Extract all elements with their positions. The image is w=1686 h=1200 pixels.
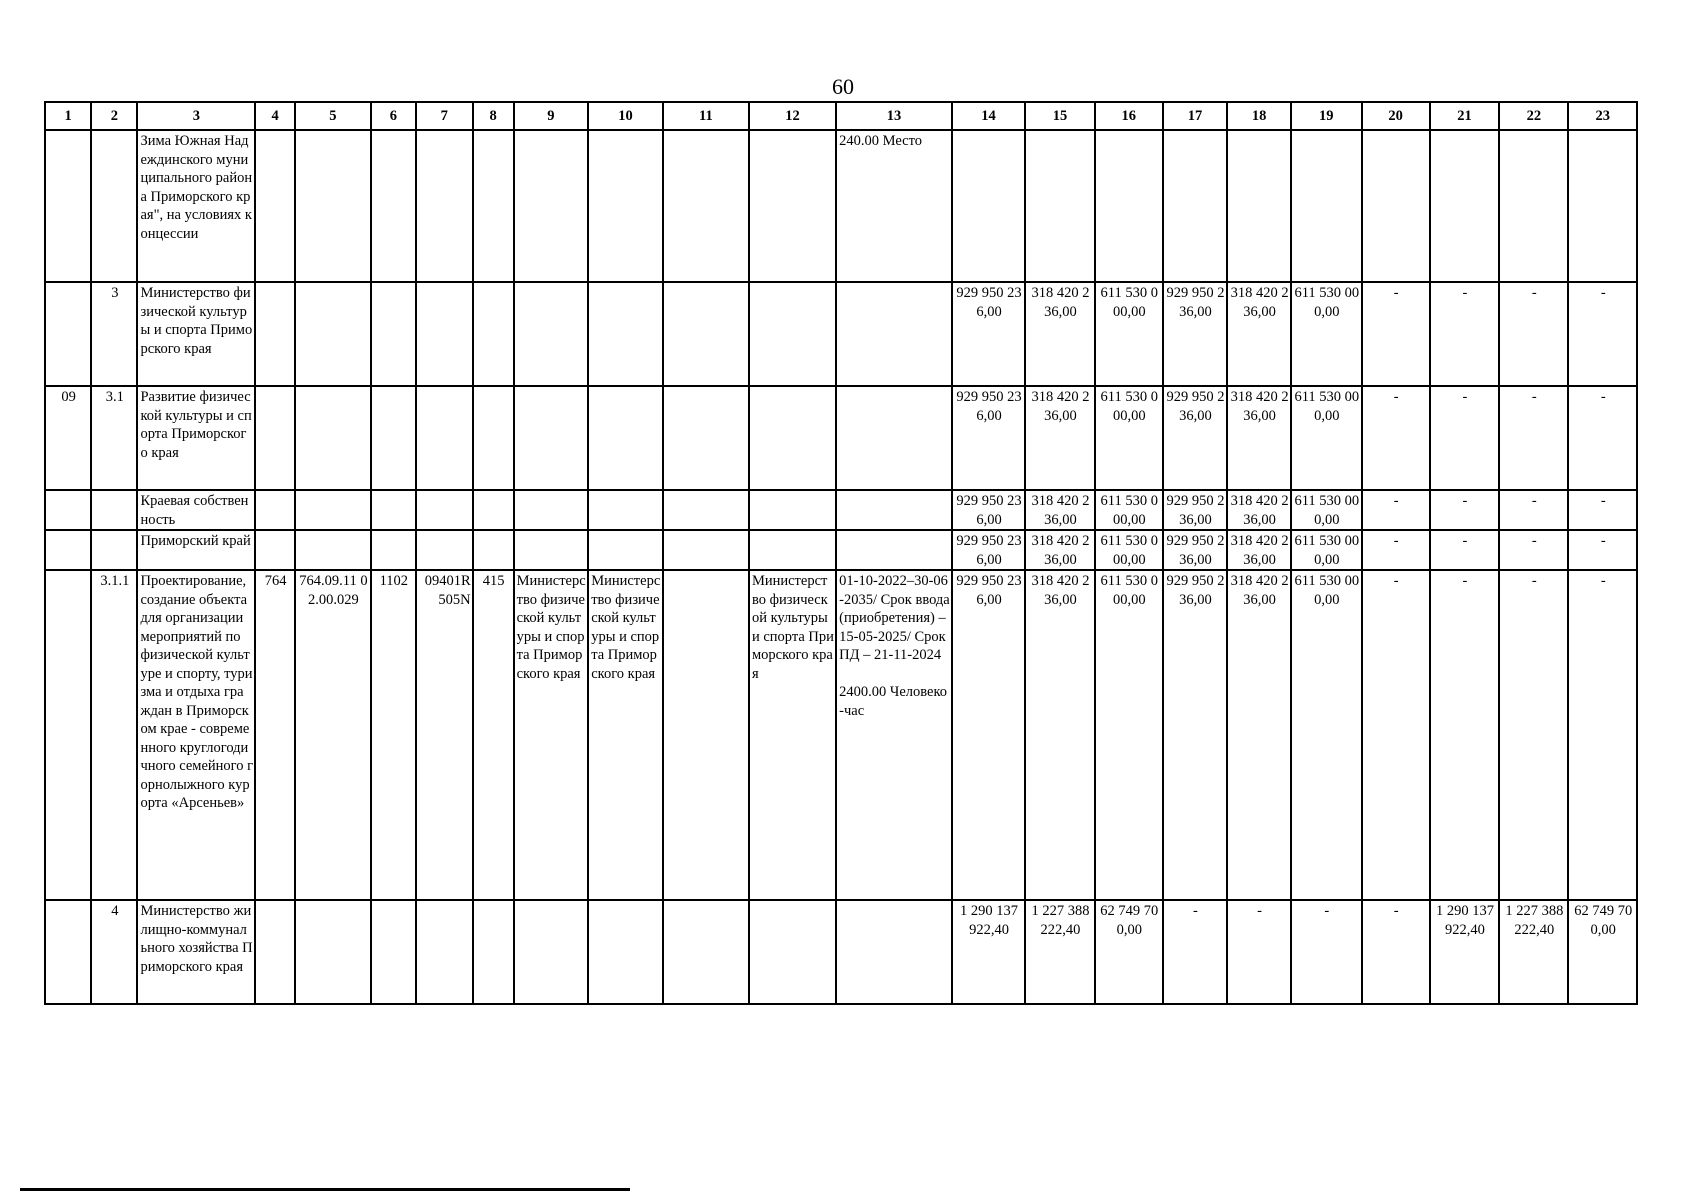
table-cell-col-12 <box>749 386 836 490</box>
table-cell-col-11 <box>663 570 749 900</box>
table-cell-col-3: Краевая собственность <box>137 490 255 530</box>
table-cell-col-2: 4 <box>91 900 137 1004</box>
table-cell-col-4: 764 <box>255 570 295 900</box>
table-cell-col-12: Министерство физической культуры и спорта Приморского края <box>749 570 836 900</box>
table-cell-col-3: Проектирование, создание объекта для организации мероприятий по физической культуре и спорту, туризма и отдыха граждан в Приморском крае - современного круглогодичного семейного горнолыжного курорта «Арсеньев» <box>137 570 255 900</box>
table-cell-col-2 <box>91 530 137 570</box>
table-cell-col-17: - <box>1163 900 1227 1004</box>
table-cell-col-7 <box>416 386 473 490</box>
table-cell-col-17: 929 950 236,00 <box>1163 490 1227 530</box>
table-cell-col-10 <box>588 490 663 530</box>
table-cell-col-11 <box>663 530 749 570</box>
column-header: 16 <box>1095 102 1163 130</box>
table-cell-col-21: - <box>1430 282 1499 386</box>
table-cell-col-3: Приморский край <box>137 530 255 570</box>
table-cell-col-5 <box>295 282 371 386</box>
table-cell-col-23 <box>1568 130 1637 282</box>
table-cell-col-1: 09 <box>45 386 91 490</box>
table-cell-col-14: 929 950 236,00 <box>952 386 1026 490</box>
table-cell-col-22: - <box>1499 490 1568 530</box>
table-cell-col-10 <box>588 386 663 490</box>
table-cell-col-16: 611 530 000,00 <box>1095 530 1163 570</box>
table-cell-col-2 <box>91 490 137 530</box>
table-cell-col-21: - <box>1430 386 1499 490</box>
table-cell-col-14: 929 950 236,00 <box>952 570 1026 900</box>
table-cell-col-11 <box>663 900 749 1004</box>
table-cell-col-22: - <box>1499 386 1568 490</box>
table-row <box>45 130 1637 282</box>
table-cell-col-23: - <box>1568 282 1637 386</box>
table-cell-col-1 <box>45 130 91 282</box>
table-cell-col-3: Министерство физической культуры и спорта Приморского края <box>137 282 255 386</box>
table-row <box>45 282 1637 386</box>
column-header: 23 <box>1568 102 1637 130</box>
table-cell-col-14 <box>952 130 1026 282</box>
table-row <box>45 386 1637 490</box>
table-cell-col-20: - <box>1362 570 1430 900</box>
table-cell-col-18: 318 420 236,00 <box>1227 530 1291 570</box>
column-header: 5 <box>295 102 371 130</box>
table-cell-col-19 <box>1291 130 1361 282</box>
table-cell-col-19: 611 530 000,00 <box>1291 282 1361 386</box>
column-header: 2 <box>91 102 137 130</box>
table-cell-col-6 <box>371 490 416 530</box>
table-cell-col-4 <box>255 900 295 1004</box>
table-cell-col-3: Министерство жилищно-коммунального хозяйства Приморского края <box>137 900 255 1004</box>
table-cell-col-13 <box>836 386 952 490</box>
column-header: 7 <box>416 102 473 130</box>
table-cell-col-2: 3 <box>91 282 137 386</box>
table-cell-col-16: 611 530 000,00 <box>1095 386 1163 490</box>
table-cell-col-1 <box>45 490 91 530</box>
table-cell-col-4 <box>255 130 295 282</box>
column-header: 10 <box>588 102 663 130</box>
table-cell-col-14: 929 950 236,00 <box>952 490 1026 530</box>
table-cell-col-18: 318 420 236,00 <box>1227 386 1291 490</box>
table-cell-col-9: Министерство физической культуры и спорта Приморского края <box>514 570 589 900</box>
table-cell-col-18: 318 420 236,00 <box>1227 570 1291 900</box>
table-cell-col-9 <box>514 386 589 490</box>
column-header: 4 <box>255 102 295 130</box>
column-header: 1 <box>45 102 91 130</box>
table-cell-col-6 <box>371 386 416 490</box>
table-cell-col-15: 1 227 388 222,40 <box>1025 900 1094 1004</box>
table-cell-col-23: 62 749 700,00 <box>1568 900 1637 1004</box>
table-cell-col-11 <box>663 490 749 530</box>
column-header: 13 <box>836 102 952 130</box>
table-cell-col-5 <box>295 900 371 1004</box>
table-cell-col-10 <box>588 900 663 1004</box>
table-cell-col-3: Зима Южная Надеждинского муниципального района Приморского края", на условиях концессии <box>137 130 255 282</box>
table-cell-col-8 <box>473 386 514 490</box>
table-cell-col-20: - <box>1362 282 1430 386</box>
table-cell-col-23: - <box>1568 570 1637 900</box>
table-cell-col-22: - <box>1499 570 1568 900</box>
header-row <box>45 102 1637 130</box>
table-cell-col-15: 318 420 236,00 <box>1025 570 1094 900</box>
table-cell-col-6 <box>371 530 416 570</box>
table-cell-col-5 <box>295 490 371 530</box>
table-cell-col-22: 1 227 388 222,40 <box>1499 900 1568 1004</box>
table-cell-col-12 <box>749 282 836 386</box>
table-cell-col-8 <box>473 490 514 530</box>
table-cell-col-1 <box>45 530 91 570</box>
table-cell-col-14: 1 290 137 922,40 <box>952 900 1026 1004</box>
table-cell-col-6 <box>371 130 416 282</box>
table-cell-col-13 <box>836 282 952 386</box>
table-cell-col-1 <box>45 900 91 1004</box>
table-row <box>45 490 1637 530</box>
table-row <box>45 530 1637 570</box>
table-cell-col-10 <box>588 130 663 282</box>
table-cell-col-6 <box>371 282 416 386</box>
table-cell-col-7 <box>416 130 473 282</box>
table-cell-col-18: 318 420 236,00 <box>1227 282 1291 386</box>
table-cell-col-20: - <box>1362 490 1430 530</box>
table-cell-col-4 <box>255 490 295 530</box>
table-cell-col-2 <box>91 130 137 282</box>
table-cell-col-21: - <box>1430 490 1499 530</box>
table-cell-col-5: 764.09.11 02.00.029 <box>295 570 371 900</box>
table-cell-col-17 <box>1163 130 1227 282</box>
table-cell-col-14: 929 950 236,00 <box>952 530 1026 570</box>
table-cell-col-20: - <box>1362 530 1430 570</box>
table-cell-col-4 <box>255 386 295 490</box>
table-cell-col-5 <box>295 530 371 570</box>
table-cell-col-8 <box>473 130 514 282</box>
table-cell-col-16: 611 530 000,00 <box>1095 282 1163 386</box>
table-cell-col-20: - <box>1362 900 1430 1004</box>
table-cell-col-5 <box>295 130 371 282</box>
table-cell-col-15 <box>1025 130 1094 282</box>
table-cell-col-7 <box>416 282 473 386</box>
table-cell-col-15: 318 420 236,00 <box>1025 386 1094 490</box>
table-cell-col-7 <box>416 490 473 530</box>
table-cell-col-12 <box>749 490 836 530</box>
table-cell-col-10 <box>588 282 663 386</box>
table-cell-col-9 <box>514 282 589 386</box>
table-cell-col-13 <box>836 530 952 570</box>
table-cell-col-20: - <box>1362 386 1430 490</box>
column-header: 6 <box>371 102 416 130</box>
table-cell-col-15: 318 420 236,00 <box>1025 490 1094 530</box>
column-header: 22 <box>1499 102 1568 130</box>
table-cell-col-21: - <box>1430 530 1499 570</box>
table-cell-col-20 <box>1362 130 1430 282</box>
table-cell-col-12 <box>749 530 836 570</box>
table-cell-col-16: 611 530 000,00 <box>1095 570 1163 900</box>
table-cell-col-9 <box>514 900 589 1004</box>
table-cell-col-6: 1102 <box>371 570 416 900</box>
column-header: 17 <box>1163 102 1227 130</box>
table-cell-col-15: 318 420 236,00 <box>1025 530 1094 570</box>
table-cell-col-17: 929 950 236,00 <box>1163 530 1227 570</box>
table-cell-col-16 <box>1095 130 1163 282</box>
table-cell-col-23: - <box>1568 490 1637 530</box>
table-cell-col-7 <box>416 900 473 1004</box>
column-header: 14 <box>952 102 1026 130</box>
table-cell-col-21 <box>1430 130 1499 282</box>
table-cell-col-17: 929 950 236,00 <box>1163 282 1227 386</box>
table-cell-col-17: 929 950 236,00 <box>1163 386 1227 490</box>
table-cell-col-13: 240.00 Место <box>836 130 952 282</box>
table-cell-col-14: 929 950 236,00 <box>952 282 1026 386</box>
table-cell-col-11 <box>663 386 749 490</box>
table-body <box>45 102 1637 1004</box>
table-cell-col-8: 415 <box>473 570 514 900</box>
table-cell-col-23: - <box>1568 386 1637 490</box>
table-row <box>45 570 1637 900</box>
table-cell-col-22: - <box>1499 530 1568 570</box>
table-cell-col-4 <box>255 530 295 570</box>
table-cell-col-17: 929 950 236,00 <box>1163 570 1227 900</box>
column-header: 9 <box>514 102 589 130</box>
table-cell-col-19: - <box>1291 900 1361 1004</box>
table-cell-col-9 <box>514 530 589 570</box>
table-cell-col-2: 3.1.1 <box>91 570 137 900</box>
table-cell-col-16: 62 749 700,00 <box>1095 900 1163 1004</box>
column-header: 15 <box>1025 102 1094 130</box>
table-cell-col-4 <box>255 282 295 386</box>
table-cell-col-2: 3.1 <box>91 386 137 490</box>
column-header: 8 <box>473 102 514 130</box>
table-cell-col-1 <box>45 282 91 386</box>
table-cell-col-13: 01-10-2022–30-06-2035/ Срок ввода (приобретения) – 15-05-2025/ Срок ПД – 21-11-2024 2400.00 Человеко-час <box>836 570 952 900</box>
table-cell-col-19: 611 530 000,00 <box>1291 386 1361 490</box>
table-cell-col-10: Министерство физической культуры и спорта Приморского края <box>588 570 663 900</box>
column-header: 20 <box>1362 102 1430 130</box>
table-cell-col-11 <box>663 282 749 386</box>
table-cell-col-16: 611 530 000,00 <box>1095 490 1163 530</box>
table-cell-col-22 <box>1499 130 1568 282</box>
table-cell-col-18: 318 420 236,00 <box>1227 490 1291 530</box>
page-number: 60 <box>832 74 854 99</box>
table-cell-col-21: - <box>1430 570 1499 900</box>
column-header: 18 <box>1227 102 1291 130</box>
table-cell-col-15: 318 420 236,00 <box>1025 282 1094 386</box>
table-cell-col-21: 1 290 137 922,40 <box>1430 900 1499 1004</box>
budget-table <box>44 101 1638 1005</box>
table-cell-col-10 <box>588 530 663 570</box>
table-cell-col-12 <box>749 130 836 282</box>
table-cell-col-1 <box>45 570 91 900</box>
table-cell-col-23: - <box>1568 530 1637 570</box>
table-cell-col-9 <box>514 130 589 282</box>
column-header: 3 <box>137 102 255 130</box>
table-cell-col-9 <box>514 490 589 530</box>
table-cell-col-13 <box>836 900 952 1004</box>
table-cell-col-5 <box>295 386 371 490</box>
table-cell-col-3: Развитие физической культуры и спорта Приморского края <box>137 386 255 490</box>
table-cell-col-7: 09401R 505N <box>416 570 473 900</box>
column-header: 19 <box>1291 102 1361 130</box>
column-header: 21 <box>1430 102 1499 130</box>
table-cell-col-6 <box>371 900 416 1004</box>
footnote-rule <box>20 1188 630 1191</box>
table-cell-col-8 <box>473 282 514 386</box>
table-cell-col-19: 611 530 000,00 <box>1291 570 1361 900</box>
table-cell-col-22: - <box>1499 282 1568 386</box>
table-cell-col-7 <box>416 530 473 570</box>
table-row <box>45 900 1637 1004</box>
table-cell-col-8 <box>473 530 514 570</box>
table-cell-col-18 <box>1227 130 1291 282</box>
table-cell-col-11 <box>663 130 749 282</box>
column-header: 12 <box>749 102 836 130</box>
table-cell-col-8 <box>473 900 514 1004</box>
table-cell-col-13 <box>836 490 952 530</box>
table-cell-col-19: 611 530 000,00 <box>1291 530 1361 570</box>
table-cell-col-19: 611 530 000,00 <box>1291 490 1361 530</box>
column-header: 11 <box>663 102 749 130</box>
table-cell-col-18: - <box>1227 900 1291 1004</box>
table-cell-col-12 <box>749 900 836 1004</box>
